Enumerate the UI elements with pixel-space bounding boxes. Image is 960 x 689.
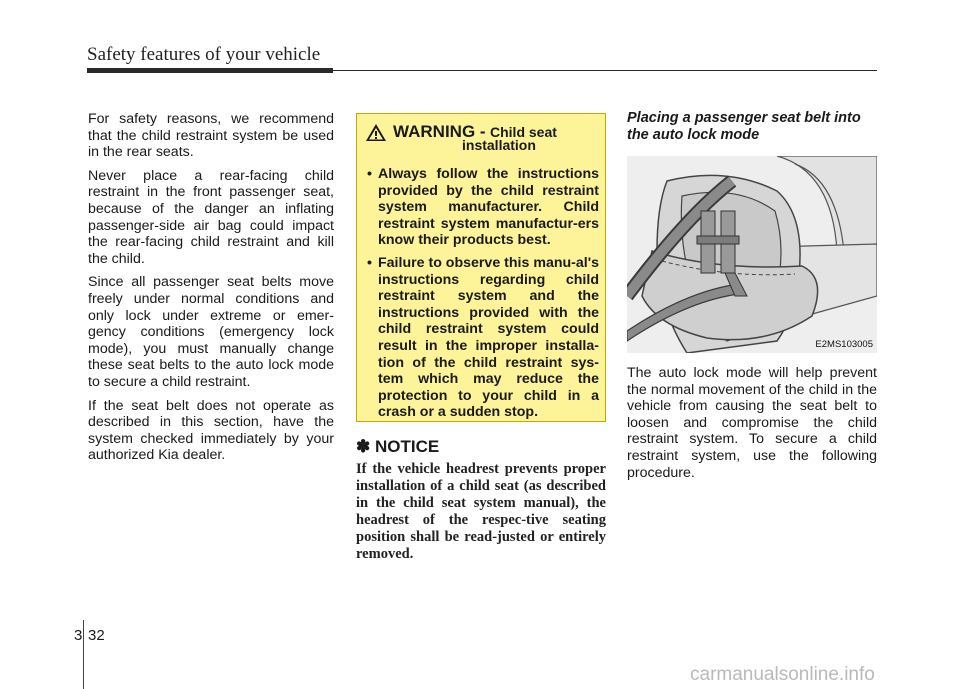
paragraph: Never place a rear-facing child restraint in the front passenger seat, because of the danger an inflating passenger-side air bag could impact the rear-facing child restraint and kill the child.	[88, 167, 334, 267]
page-number	[74, 627, 105, 644]
warning-label: WARNING -	[393, 122, 486, 141]
right-column	[627, 365, 877, 488]
notice-text: If the vehicle headrest prevents proper installation of a child seat (as described in the child seat system manual), the headrest of the respec-tive seating position shall be read-justed or entirely removed.	[356, 461, 606, 562]
warning-list	[367, 166, 599, 427]
notice-block	[356, 437, 606, 563]
figure-code: E2MS103005	[815, 339, 873, 350]
section-heading: Placing a passenger seat belt into the auto lock mode	[627, 110, 861, 143]
paragraph: For safety reasons, we recommend that the child restraint system be used in the rear seats.	[88, 111, 334, 161]
warning-box	[356, 113, 606, 422]
footer-divider	[83, 620, 84, 689]
warning-topic-line2: installation	[462, 137, 536, 153]
notice-title: ✽ NOTICE	[356, 437, 440, 456]
paragraph: If the seat belt does not operate as described in this section, have the system checked immediately by your authorized Kia dealer.	[88, 397, 334, 464]
warning-topic: Child seat	[490, 124, 557, 140]
left-column	[88, 111, 334, 471]
section-number: 3	[74, 627, 83, 644]
paragraph: Since all passenger seat belts move freely under normal conditions and only lock under extreme or emer-gency conditions (emergency lock mode), you must manually change these seat belts to the auto lock mode to secure a child restraint.	[88, 274, 334, 390]
warning-item	[367, 166, 599, 249]
page-number-value: 32	[88, 627, 105, 644]
header-rule	[87, 68, 333, 73]
watermark: carmanualsonline.info	[690, 664, 875, 685]
bullet: •	[367, 254, 372, 271]
paragraph: The auto lock mode will help prevent the normal movement of the child in the vehicle from causing the seat belt to loosen and compromise the child restraint system. To secure a child restraint system, use the following procedure.	[627, 365, 877, 481]
warning-item-text: Failure to observe this manu-al's instructions regarding child restraint system and the instructions provided with the child restraint system could result in the improper installa-tion of the child restraint sys-tem which may reduce the protection to your child in a crash or a sudden stop.	[378, 254, 599, 421]
seat-belt-drawing	[627, 156, 877, 353]
warning-item	[367, 255, 599, 421]
page-header-title: Safety features of your vehicle	[87, 44, 321, 65]
car-seat-illustration	[627, 156, 877, 353]
warning-triangle-icon	[365, 123, 387, 142]
warning-item-text: Always follow the instructions provided by the child restraint system manufacturer. Child restraint system manufactur-ers know their products best.	[378, 166, 599, 249]
header-rule-thin	[333, 70, 877, 71]
bullet: •	[367, 166, 372, 182]
